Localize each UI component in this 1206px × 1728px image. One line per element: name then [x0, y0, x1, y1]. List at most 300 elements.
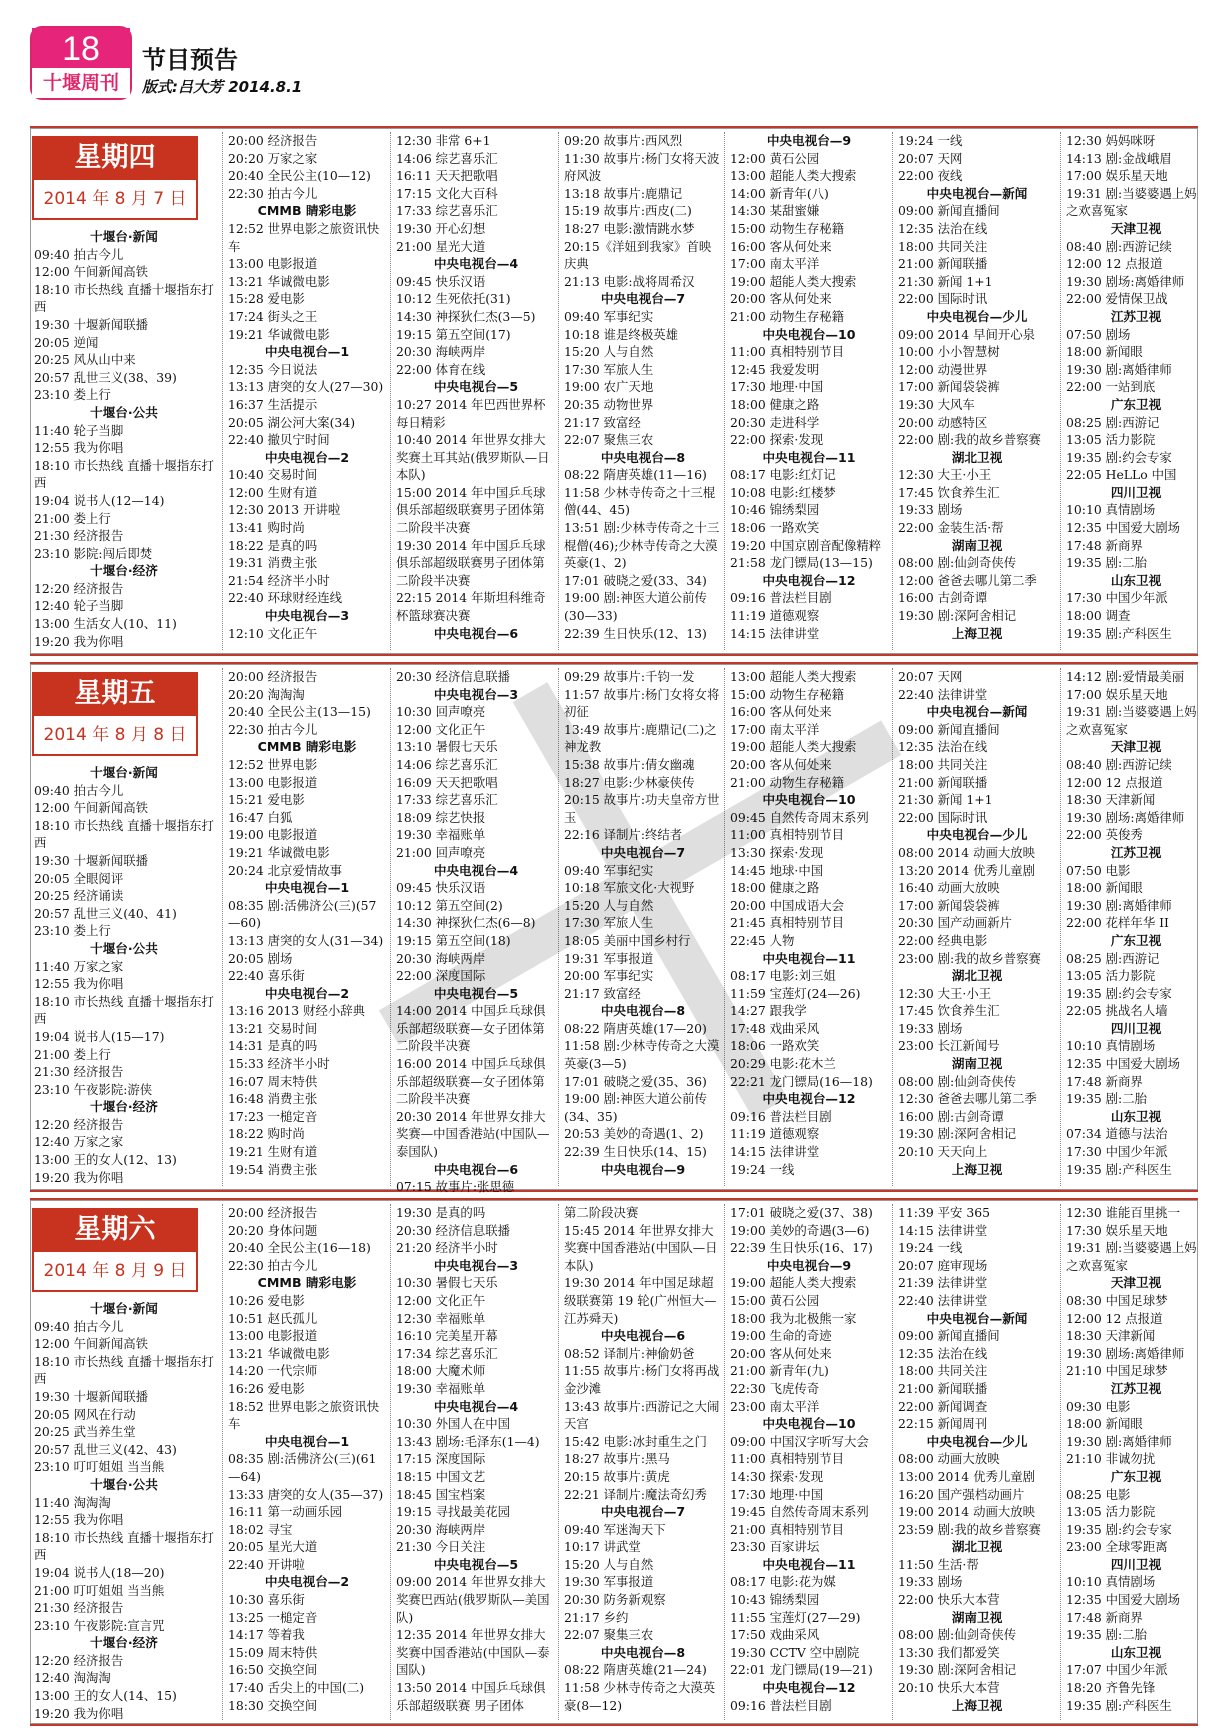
program-entry: 10:17 讲武堂 [564, 1539, 641, 1555]
program-entry: 19:20 我为你唱 [34, 633, 124, 649]
program-entry: 19:31 剧:当婆婆遇上妈之欢喜冤家 [1066, 1240, 1197, 1273]
channel-heading: 中央电视台—少儿 [926, 308, 1028, 324]
schedule-column [730, 132, 888, 650]
program-entry: 16:48 消费主张 [228, 1091, 318, 1107]
program-entry: 21:20 经济半小时 [396, 1240, 498, 1256]
program-entry: 19:20 中国京剧音配像精粹 [730, 537, 882, 553]
program-entry: 19:30 CCTV 空中剧院 [730, 1644, 860, 1660]
channel-heading: 中央电视台—12 [762, 572, 856, 588]
program-entry: 12:40 轮子当脚 [34, 598, 124, 614]
channel-heading: 湖北卫视 [951, 968, 1003, 984]
program-entry: 15:19 故事片:西皮(二) [564, 203, 692, 219]
program-entry: 19:30 幸福账单 [396, 1380, 486, 1396]
day-date: 2014 年 8 月 7 日 [32, 180, 198, 220]
program-entry: 09:00 新闻直播间 [898, 721, 1000, 737]
program-entry: 20:00 中国成语大会 [730, 897, 844, 913]
program-entry: 22:00 体育在线 [396, 361, 486, 377]
program-entry: 19:45 自然传奇周末系列 [730, 1504, 869, 1520]
channel-heading: 上海卫视 [951, 1161, 1003, 1177]
program-entry: 19:15 第五空间(18) [396, 932, 511, 948]
column-divider [390, 668, 391, 1186]
program-entry: 22:00 剧:我的故乡普察赛 [898, 432, 1041, 448]
channel-heading: 中央电视台—6 [600, 1328, 686, 1344]
program-entry: 16:11 天天把歌唱 [396, 168, 498, 184]
program-entry: 12:00 12 点报道 [1066, 1310, 1163, 1326]
program-entry: 21:00 新青年(九) [730, 1363, 829, 1379]
program-entry: 20:05 网风在行动 [34, 1406, 136, 1422]
program-entry: 17:48 新商界 [1066, 1609, 1143, 1625]
channel-heading: 中央电视台—9 [600, 1161, 686, 1177]
program-entry: 08:30 中国足球梦 [1066, 1292, 1168, 1308]
schedule-column [228, 668, 386, 1186]
program-entry: 22:30 拍古今儿 [228, 185, 318, 201]
channel-heading: 中央电视台—2 [264, 1574, 350, 1590]
program-entry: 13:33 唐突的女人(35—37) [228, 1486, 384, 1502]
program-entry: 08:25 剧:西游记 [1066, 950, 1160, 966]
program-entry: 22:30 拍古今儿 [228, 1257, 318, 1273]
program-entry: 18:27 电影:少林豪侠传 [564, 774, 695, 790]
program-entry: 12:30 大王·小王 [898, 467, 992, 483]
channel-heading: 广东卫视 [1110, 932, 1162, 948]
program-entry: 17:00 南太平洋 [730, 721, 820, 737]
program-entry: 14:30 某甜蜜嫌 [730, 203, 820, 219]
channel-heading: 中央电视台—2 [264, 449, 350, 465]
column-divider [892, 132, 893, 650]
schedule-column [898, 132, 1056, 650]
program-entry: 18:52 世界电影之旅资讯快车 [228, 1398, 380, 1432]
program-entry: 16:20 国产强档动画片 [898, 1486, 1025, 1502]
program-entry: 22:39 生日快乐(16、17) [730, 1240, 873, 1256]
program-entry: 21:17 乡约 [564, 1609, 629, 1625]
program-entry: 16:00 剧:古剑奇谭 [898, 1108, 1004, 1124]
program-entry: 18:27 故事片:黑马 [564, 1451, 670, 1467]
program-entry: 19:35 剧:约会专家 [1066, 1521, 1172, 1537]
channel-heading: 中央电视台—11 [762, 1556, 856, 1572]
program-entry: 12:30 2013 开讲啦 [228, 502, 341, 518]
program-entry: 18:05 美丽中国乡村行 [564, 932, 691, 948]
page-header [30, 26, 1180, 106]
program-entry: 12:35 法治在线 [898, 739, 988, 755]
program-entry: 08:35 剧:活佛济公(三)(61—64) [228, 1451, 377, 1484]
channel-heading: 中央电视台—10 [762, 1416, 856, 1432]
program-entry: 19:30 十堰新闻联播 [34, 316, 148, 332]
program-entry: 15:45 2014 年世界女排大奖赛中国香港站(中国队—日本队) [564, 1222, 718, 1273]
program-entry: 09:20 故事片:西风烈 [564, 133, 683, 148]
program-entry: 21:00 新闻联播 [898, 1380, 988, 1396]
program-entry: 19:30 剧:离婚律师 [1066, 361, 1172, 377]
channel-heading: 中央电视台—11 [762, 449, 856, 465]
program-entry: 21:00 新闻联播 [898, 256, 988, 272]
program-entry: 19:54 消费主张 [228, 1161, 318, 1177]
program-entry: 20:05 剧场 [228, 950, 293, 966]
program-entry: 11:40 万家之家 [34, 958, 124, 974]
program-entry: 12:30 爸爸去哪儿第二季 [898, 1091, 1037, 1107]
program-entry: 16:07 周末特供 [228, 1073, 318, 1089]
program-entry: 18:00 共同关注 [898, 1363, 988, 1379]
program-entry: 08:00 剧:仙剑奇侠传 [898, 555, 1017, 571]
program-entry: 14:00 新青年(八) [730, 185, 829, 201]
program-entry: 10:30 暑假七天乐 [396, 1275, 498, 1291]
program-entry: 16:50 交换空间 [228, 1662, 318, 1678]
program-entry: 15:21 爱电影 [228, 792, 305, 808]
program-entry: 13:00 王的女人(12、13) [34, 1152, 177, 1168]
program-entry: 17:00 南太平洋 [730, 256, 820, 272]
program-entry: 19:33 剧场 [898, 1574, 963, 1590]
program-entry: 12:35 2014 年世界女排大奖赛中国香港站(中国队—泰国队) [396, 1627, 550, 1678]
program-entry: 18:10 市长热线 直播十堰指东打西 [34, 1353, 214, 1387]
program-entry: 14:06 综艺喜乐汇 [396, 756, 498, 772]
program-entry: 11:55 宝莲灯(27—29) [730, 1609, 861, 1625]
program-entry: 14:30 神探狄仁杰(3—5) [396, 308, 536, 324]
program-entry: 08:35 剧:活佛济公(三)(57—60) [228, 897, 377, 931]
program-entry: 09:30 电影 [1066, 1398, 1131, 1414]
program-entry: 20:40 全民公主(10—12) [228, 168, 371, 184]
program-entry: 19:30 幸福账单 [396, 827, 486, 843]
program-entry: 16:00 客从何处来 [730, 704, 832, 720]
program-entry: 16:10 完美星开幕 [396, 1328, 498, 1344]
program-entry: 21:00 星光大道 [396, 238, 486, 254]
program-entry: 19:30 十堰新闻联播 [34, 1388, 148, 1404]
program-entry: 17:01 破晓之爱(33、34) [564, 572, 707, 588]
program-entry: 19:04 说书人(12—14) [34, 492, 165, 508]
program-entry: 14:27 跟我学 [730, 1003, 807, 1019]
program-entry: 22:16 译制片:终结者 [564, 827, 683, 843]
program-entry: 18:10 市长热线 直播十堰指东打西 [34, 817, 214, 851]
program-entry: 12:00 动漫世界 [898, 361, 988, 377]
program-entry: 17:30 军旅人生 [564, 915, 654, 931]
channel-heading: 中央电视台—11 [762, 950, 856, 966]
program-entry: 21:00 真相特别节目 [730, 1521, 844, 1537]
program-entry: 13:16 2013 财经小辞典 [228, 1003, 366, 1019]
program-entry: 13:05 活力影院 [1066, 1504, 1156, 1520]
program-entry: 12:35 中国爱大剧场 [1066, 520, 1180, 536]
program-entry: 18:22 购时尚 [228, 1126, 305, 1142]
program-entry: 22:00 花样年华 II [1066, 915, 1169, 931]
channel-heading: 中央电视台—8 [600, 1644, 686, 1660]
program-entry: 09:40 拍古今儿 [34, 246, 124, 262]
channel-heading: 中央电视台—新闻 [926, 1310, 1028, 1326]
program-entry: 20:00 经济报告 [228, 669, 318, 684]
program-entry: 18:00 共同关注 [898, 238, 988, 254]
program-entry: 08:25 剧:西游记 [1066, 414, 1160, 430]
program-entry: 20:25 风从山中来 [34, 352, 136, 368]
program-entry: 18:10 市长热线 直播十堰指东打西 [34, 281, 214, 315]
program-entry: 16:00 古剑奇谭 [898, 590, 988, 606]
day-date: 2014 年 8 月 9 日 [32, 1252, 198, 1292]
layout-credit: 版式:吕大芳 2014.8.1 [142, 78, 303, 96]
program-entry: 17:15 深度国际 [396, 1451, 486, 1467]
program-entry: 19:30 剧场:离婚律师 [1066, 273, 1185, 289]
schedule-column [564, 132, 722, 650]
program-entry: 12:30 妈妈咪呀 [1066, 133, 1156, 148]
channel-heading: CMMB 睛彩电影 [257, 1275, 357, 1291]
program-entry: 13:00 生活女人(10、11) [34, 616, 177, 632]
program-entry: 19:35 剧:约会专家 [1066, 449, 1172, 465]
channel-heading: 十堰台·经济 [90, 1099, 158, 1115]
program-entry: 19:30 十堰新闻联播 [34, 852, 148, 868]
program-entry: 09:45 自然传奇周末系列 [730, 809, 869, 825]
channel-heading: 中央电视台—少儿 [926, 1433, 1028, 1449]
program-entry: 11:00 真相特别节目 [730, 344, 844, 360]
program-entry: 19:35 剧:约会专家 [1066, 985, 1172, 1001]
program-entry: 14:45 地球·中国 [730, 862, 824, 878]
program-entry: 09:00 中国汉字听写大会 [730, 1433, 869, 1449]
program-entry: 17:24 街头之王 [228, 308, 318, 324]
program-entry: 20:30 2014 年世界女排大奖赛—中国香港站(中国队—泰国队) [396, 1108, 550, 1160]
program-entry: 19:21 生财有道 [228, 1144, 318, 1160]
schedule-column [898, 1204, 1056, 1720]
program-entry: 22:00 国际时讯 [898, 291, 988, 307]
program-entry: 19:30 军事报道 [564, 1574, 654, 1590]
program-entry: 21:00 回声嘹亮 [396, 844, 486, 860]
program-entry: 20:00 客从何处来 [730, 291, 832, 307]
program-entry: 13:00 电影报道 [228, 256, 318, 272]
program-entry: 18:22 是真的吗 [228, 537, 318, 553]
program-entry: 13:10 暑假七天乐 [396, 739, 498, 755]
program-entry: 17:48 新商界 [1066, 1073, 1143, 1089]
program-entry: 17:50 戏曲采风 [730, 1627, 820, 1643]
program-entry: 13:13 唐突的女人(27—30) [228, 379, 384, 395]
program-entry: 10:10 真情剧场 [1066, 502, 1156, 518]
program-entry: 09:40 军事纪实 [564, 862, 654, 878]
day-block-saturday [30, 1198, 1198, 1726]
program-entry: 12:52 世界电影之旅资讯快车 [228, 220, 380, 254]
program-entry: 20:30 走进科学 [730, 414, 820, 430]
program-entry: 19:31 剧:当婆婆遇上妈之欢喜冤家 [1066, 704, 1197, 737]
program-entry: 10:10 真情剧场 [1066, 1038, 1156, 1054]
program-entry: 09:40 军事纪实 [564, 308, 654, 324]
program-entry: 21:30 今日关注 [396, 1539, 486, 1555]
program-entry: 第二阶段决赛 [564, 1205, 639, 1220]
program-entry: 21:45 真相特别节目 [730, 915, 844, 931]
program-entry: 12:35 今日说法 [228, 361, 318, 377]
program-entry: 18:20 齐鲁先锋 [1066, 1680, 1156, 1696]
column-divider [892, 1204, 893, 1720]
program-entry: 22:07 聚集三农 [564, 1627, 654, 1643]
program-entry: 17:01 破晓之爱(35、36) [564, 1073, 707, 1089]
channel-heading: 十堰台·公共 [90, 1476, 158, 1492]
program-entry: 19:00 美妙的奇遇(3—6) [730, 1222, 870, 1238]
schedule-column [396, 668, 556, 1195]
column-divider [892, 668, 893, 1186]
program-entry: 10:00 小小智慧树 [898, 344, 1000, 360]
program-entry: 11:00 真相特别节目 [730, 1451, 844, 1467]
program-entry: 20:00 客从何处来 [730, 756, 832, 772]
channel-heading: 中央电视台—9 [766, 1257, 852, 1273]
day-label [32, 1208, 198, 1298]
program-entry: 21:39 法律讲堂 [898, 1275, 988, 1291]
program-entry: 20:15《洋妞到我家》首映庆典 [564, 238, 712, 272]
program-entry: 20:15 故事片:黄虎 [564, 1468, 670, 1484]
program-entry: 11:50 生活·帮 [898, 1556, 979, 1572]
program-entry: 21:10 非诚勿扰 [1066, 1451, 1156, 1467]
program-entry: 10:18 军旅文化·大视野 [564, 880, 695, 896]
program-entry: 19:30 剧:离婚律师 [1066, 1433, 1172, 1449]
channel-heading: 天津卫视 [1110, 1275, 1162, 1291]
program-entry: 13:30 探索·发现 [730, 844, 824, 860]
program-entry: 15:00 黄石公园 [730, 1292, 820, 1308]
program-entry: 12:00 12 点报道 [1066, 774, 1163, 790]
program-entry: 20:07 庭审现场 [898, 1257, 988, 1273]
program-entry: 12:00 黄石公园 [730, 150, 820, 166]
program-entry: 16:40 动画大放映 [898, 880, 1000, 896]
program-entry: 19:31 剧:当婆婆遇上妈之欢喜冤家 [1066, 185, 1197, 219]
program-entry: 22:00 深度国际 [396, 968, 486, 984]
channel-heading: 中央电视台—6 [433, 1161, 519, 1177]
program-entry: 18:00 健康之路 [730, 396, 820, 412]
program-entry: 16:37 生活提示 [228, 396, 318, 412]
program-entry: 12:35 中国爱大剧场 [1066, 1056, 1180, 1072]
program-entry: 19:30 剧场:离婚律师 [1066, 809, 1185, 825]
program-entry: 20:05 逆闻 [34, 334, 99, 350]
program-entry: 23:59 剧:我的故乡普察赛 [898, 1521, 1041, 1537]
program-entry: 20:00 军事纪实 [564, 968, 654, 984]
program-entry: 18:45 国宝档案 [396, 1486, 486, 1502]
channel-heading: 中央电视台—1 [264, 880, 350, 896]
program-entry: 23:00 全球零距离 [1066, 1539, 1168, 1555]
program-entry: 21:00 动物生存秘籍 [730, 308, 844, 324]
program-entry: 14:15 法律讲堂 [730, 1144, 820, 1160]
program-entry: 19:21 华诚微电影 [228, 326, 330, 342]
program-entry: 22:00 新闻调查 [898, 1398, 988, 1414]
column-divider [1060, 1204, 1061, 1720]
program-entry: 09:00 新闻直播间 [898, 203, 1000, 219]
program-entry: 17:48 新商界 [1066, 537, 1143, 553]
program-entry: 12:00 12 点报道 [1066, 256, 1163, 272]
column-divider [222, 132, 223, 650]
program-entry: 19:31 消费主张 [228, 555, 318, 571]
schedule-column [396, 132, 556, 650]
program-entry: 08:22 隋唐英雄(11—16) [564, 467, 707, 483]
program-entry: 18:30 天津新闻 [1066, 1328, 1156, 1344]
program-entry: 11:40 轮子当脚 [34, 422, 124, 438]
program-entry: 12:52 世界电影 [228, 756, 318, 772]
program-entry: 13:05 活力影院 [1066, 968, 1156, 984]
program-entry: 23:00 南太平洋 [730, 1398, 820, 1414]
program-entry: 11:40 淘淘淘 [34, 1494, 111, 1510]
program-entry: 09:00 2014 年世界女排大奖赛巴西站(俄罗斯队—美国队) [396, 1574, 550, 1625]
channel-heading: 中央电视台—12 [762, 1091, 856, 1107]
schedule-column [228, 1204, 386, 1720]
channel-heading: 中央电视台—8 [600, 1003, 686, 1019]
schedule-column [1066, 1204, 1206, 1720]
program-entry: 10:12 第五空间(2) [396, 897, 503, 913]
program-entry: 09:00 2014 早间开心泉 [898, 326, 1036, 342]
schedule-column [730, 1204, 888, 1720]
channel-heading: 中央电视台—5 [433, 985, 519, 1001]
column-divider [1060, 132, 1061, 650]
program-entry: 17:30 娱乐星天地 [1066, 1222, 1168, 1238]
channel-heading: 广东卫视 [1110, 1468, 1162, 1484]
column-divider [1060, 668, 1061, 1186]
program-entry: 20:20 万家之家 [228, 150, 318, 166]
program-entry: 17:48 戏曲采风 [730, 1020, 820, 1036]
day-block-thursday [30, 126, 1198, 656]
program-entry: 21:10 中国足球梦 [1066, 1363, 1168, 1379]
program-entry: 15:00 2014 年中国乒乓球俱乐部超级联赛男子团体第二阶段半决赛 [396, 484, 546, 536]
program-entry: 14:15 法律讲堂 [730, 625, 820, 641]
program-entry: 08:22 隋唐英雄(21—24) [564, 1662, 707, 1678]
program-entry: 09:00 新闻直播间 [898, 1328, 1000, 1344]
program-entry: 22:40 喜乐街 [228, 968, 305, 984]
schedule-column [228, 132, 386, 650]
program-entry: 17:00 娱乐星天地 [1066, 686, 1168, 702]
channel-heading: 中央电视台—新闻 [926, 704, 1028, 720]
channel-heading: 十堰台·新闻 [90, 765, 158, 780]
program-entry: 19:30 剧场:离婚律师 [1066, 1345, 1185, 1361]
program-entry: 18:30 天津新闻 [1066, 792, 1156, 808]
channel-heading: 中央电视台—5 [433, 379, 519, 395]
program-entry: 14:17 等着我 [228, 1627, 305, 1643]
channel-heading: 中央电视台—12 [762, 1680, 856, 1696]
program-entry: 10:12 生死依托(31) [396, 291, 511, 307]
channel-heading: 江苏卫视 [1110, 1380, 1162, 1396]
channel-heading: 中央电视台—7 [600, 1504, 686, 1520]
program-entry: 20:40 全民公主(16—18) [228, 1240, 371, 1256]
program-entry: 14:15 法律讲堂 [898, 1222, 988, 1238]
program-entry: 20:20 淘淘淘 [228, 686, 305, 702]
program-entry: 20:05 全眼阅评 [34, 870, 124, 886]
program-entry: 19:15 寻找最美花园 [396, 1504, 510, 1520]
program-entry: 18:10 市长热线 直播十堰指东打西 [34, 457, 214, 491]
program-entry: 18:27 电影:激情跳水梦 [564, 220, 695, 236]
program-entry: 17:00 新闻袋袋裤 [898, 379, 1000, 395]
program-entry: 22:00 一站到底 [1066, 379, 1156, 395]
channel-heading: 十堰台·新闻 [90, 229, 158, 244]
program-entry: 13:00 超能人类大搜索 [730, 168, 857, 184]
program-entry: 10:30 喜乐街 [228, 1592, 305, 1608]
program-entry: 11:57 故事片:杨门女将女将初征 [564, 686, 720, 720]
program-entry: 22:39 生日快乐(12、13) [564, 625, 707, 641]
program-entry: 20:00 经济报告 [228, 1205, 318, 1220]
program-entry: 17:00 娱乐星天地 [1066, 168, 1168, 184]
day-date: 2014 年 8 月 8 日 [32, 716, 198, 756]
program-entry: 20:00 动感特区 [898, 414, 988, 430]
program-entry: 21:17 致富经 [564, 414, 641, 430]
program-entry: 12:00 生财有道 [228, 484, 318, 500]
program-entry: 08:17 电影:花为媒 [730, 1574, 836, 1590]
column-divider [724, 668, 725, 1186]
program-entry: 10:51 赵氏孤儿 [228, 1310, 318, 1326]
program-entry: 13:13 唐突的女人(31—34) [228, 932, 384, 948]
program-entry: 22:00 国际时讯 [898, 809, 988, 825]
program-entry: 08:40 剧:西游记续 [1066, 238, 1172, 254]
program-entry: 07:50 剧场 [1066, 326, 1131, 342]
program-entry: 22:21 龙门镖局(16—18) [730, 1073, 873, 1089]
program-entry: 22:07 聚焦三农 [564, 432, 654, 448]
program-entry: 13:21 交易时间 [228, 1020, 318, 1036]
program-entry: 09:29 故事片:千钧一发 [564, 669, 695, 684]
schedule-column [564, 1204, 722, 1720]
program-entry: 15:20 人与自然 [564, 1556, 654, 1572]
program-entry: 17:33 综艺喜乐汇 [396, 792, 498, 808]
day-name: 星期六 [32, 1208, 198, 1252]
program-entry: 22:01 龙门镖局(19—21) [730, 1662, 873, 1678]
program-entry: 18:00 大魔术师 [396, 1363, 486, 1379]
program-entry: 12:00 午间新闻高铁 [34, 264, 148, 280]
program-entry: 20:40 全民公主(13—15) [228, 704, 371, 720]
program-entry: 19:35 剧:二胎 [1066, 555, 1147, 571]
program-entry: 21:30 新闻 1+1 [898, 792, 993, 808]
program-entry: 20:00 经济报告 [228, 133, 318, 148]
program-entry: 20:07 天网 [898, 669, 963, 684]
program-entry: 08:25 电影 [1066, 1486, 1131, 1502]
program-entry: 11:59 宝莲灯(24—26) [730, 985, 861, 1001]
program-entry: 13:43 剧场:毛泽东(1—4) [396, 1433, 540, 1449]
channel-heading: 中央电视台—1 [264, 344, 350, 360]
program-entry: 23:00 长江新闻号 [898, 1038, 1000, 1054]
column-divider [558, 132, 559, 650]
